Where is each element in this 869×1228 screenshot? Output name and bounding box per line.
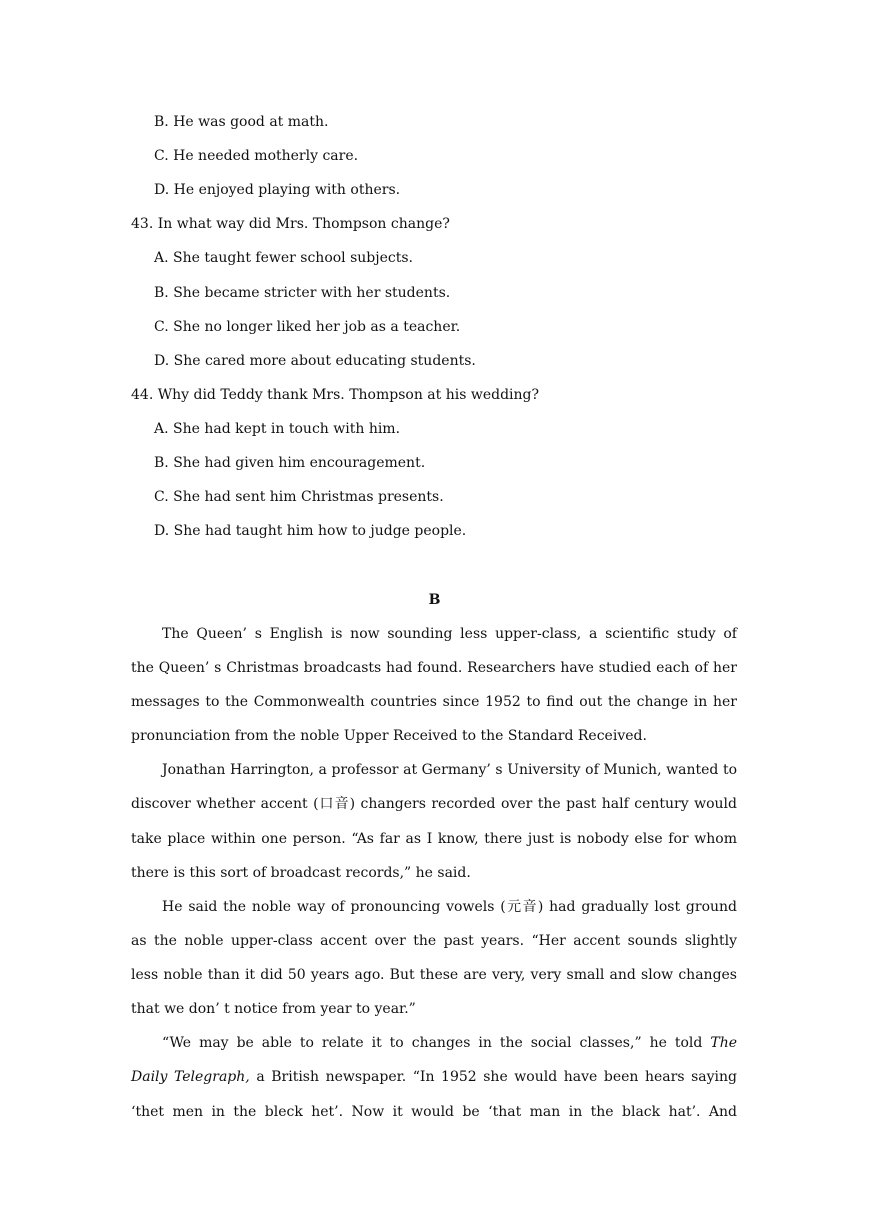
- passage-p2-line: take place within one person. “As far as I know, there just is nobody else for whom: [131, 831, 737, 847]
- passage-p1-line: The Queen’ s English is now sounding less upper-class, a scientific study of: [162, 626, 737, 642]
- q43-option-c: C. She no longer liked her job as a teacher.: [154, 319, 461, 335]
- q44-option-a: A. She had kept in touch with him.: [154, 421, 401, 437]
- section-heading: B: [428, 592, 441, 608]
- passage-p4-line2-text: a British newspaper. “In 1952 she would have been hears saying: [249, 1069, 737, 1085]
- passage-p4-line1: [162, 1035, 737, 1051]
- passage-p2-line: there is this sort of broadcast records,” he said.: [131, 865, 471, 881]
- passage-p3-line: as the noble upper-class accent over the past years. “Her accent sounds slightly: [131, 933, 737, 949]
- passage-p1-line: pronunciation from the noble Upper Received to the Standard Received.: [131, 728, 647, 744]
- q44-option-b: B. She had given him encouragement.: [154, 455, 426, 471]
- q43-option-a: A. She taught fewer school subjects.: [154, 250, 413, 266]
- q44-option-c: C. She had sent him Christmas presents.: [154, 489, 444, 505]
- q43-stem: 43. In what way did Mrs. Thompson change?: [131, 216, 450, 232]
- q44-option-d: D. She had taught him how to judge people.: [154, 523, 467, 539]
- passage-p4-line1-text: “We may be able to relate it to changes in the social classes,” he told: [162, 1035, 711, 1051]
- passage-p3-line: He said the noble way of pronouncing vowels (元音) had gradually lost ground: [162, 899, 737, 915]
- passage-p4-line2: [131, 1069, 737, 1085]
- q42-option-d: D. He enjoyed playing with others.: [154, 182, 401, 198]
- q43-option-d: D. She cared more about educating students.: [154, 353, 476, 369]
- passage-p4-line3: ‘thet men in the bleck het’. Now it would be ‘that man in the black hat’. And: [131, 1104, 737, 1120]
- passage-p3-line: less noble than it did 50 years ago. But these are very, very small and slow changes: [131, 967, 737, 983]
- q42-option-c: C. He needed motherly care.: [154, 148, 359, 164]
- newspaper-name-part1: The: [710, 1035, 737, 1051]
- passage-p1-line: the Queen’ s Christmas broadcasts had found. Researchers have studied each of her: [131, 660, 737, 676]
- newspaper-name-part2: Daily Telegraph,: [131, 1069, 250, 1085]
- q42-option-b: B. He was good at math.: [154, 114, 329, 130]
- passage-p1-line: messages to the Commonwealth countries since 1952 to find out the change in her: [131, 694, 737, 710]
- passage-p3-line: that we don’ t notice from year to year.”: [131, 1001, 416, 1017]
- q44-stem: 44. Why did Teddy thank Mrs. Thompson at his wedding?: [131, 387, 540, 403]
- q43-option-b: B. She became stricter with her students.: [154, 285, 451, 301]
- passage-p2-line: Jonathan Harrington, a professor at Germany’ s University of Munich, wanted to: [162, 762, 737, 778]
- passage-p2-line: discover whether accent (口音) changers recorded over the past half century would: [131, 796, 737, 812]
